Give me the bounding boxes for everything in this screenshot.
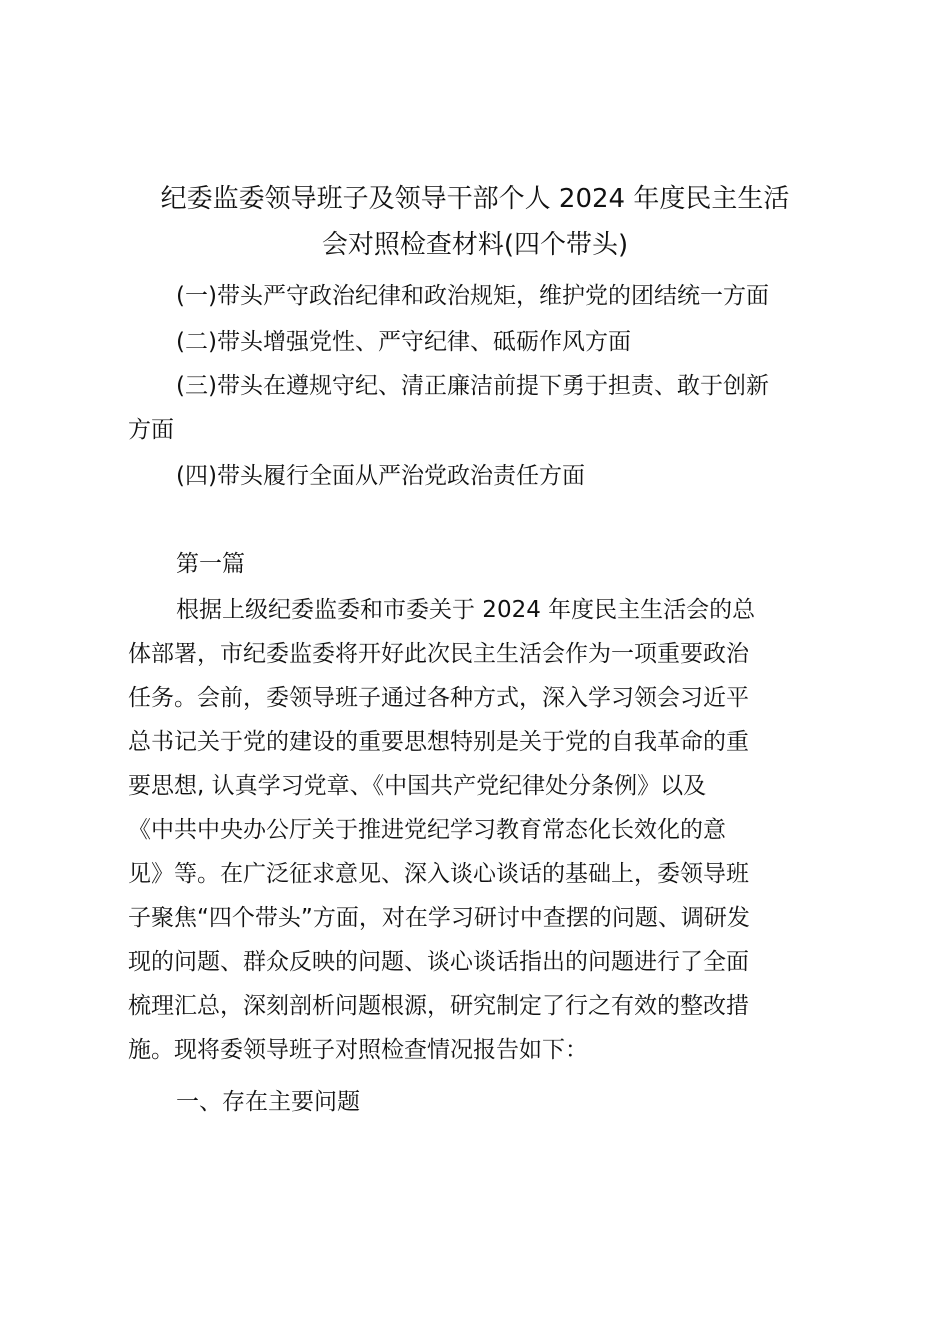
body-line-4: 总书记关于党的建设的重要思想特别是关于党的自我革命的重	[128, 729, 749, 755]
body-line-10: 梳理汇总，深刻剖析问题根源，研究制定了行之有效的整改措	[128, 993, 749, 1019]
outline-item-4: (四)带头履行全面从严治党政治责任方面	[176, 463, 585, 489]
document-title	[120, 176, 830, 268]
body-line-11: 施。现将委领导班子对照检查情况报告如下：	[128, 1037, 588, 1063]
outline-item-3-line-2: 方面	[128, 417, 174, 443]
body-paragraph	[128, 588, 823, 1072]
body-line-1: 根据上级纪委监委和市委关于 2024 年度民主生活会的总	[176, 597, 756, 623]
body-line-5: 要思想, 认真学习党章、《中国共产党纪律处分条例》以及	[128, 773, 707, 799]
section-label: 第一篇	[176, 551, 245, 577]
body-line-6: 《中共中央办公厅关于推进党纪学习教育常态化长效化的意	[128, 817, 726, 843]
body-line-9: 现的问题、群众反映的问题、谈心谈话指出的问题进行了全面	[128, 949, 749, 975]
title-line-2: 会对照检查材料(四个带头)	[321, 230, 629, 260]
body-line-8: 子聚焦“四个带头”方面，对在学习研讨中查摆的问题、调研发	[128, 905, 750, 931]
outline-item-2: (二)带头增强党性、严守纪律、砥砺作风方面	[176, 329, 631, 355]
body-line-7: 见》等。在广泛征求意见、深入谈心谈话的基础上，委领导班	[128, 861, 749, 887]
section-heading-1: 一、存在主要问题	[176, 1089, 360, 1115]
outline-item-1: (一)带头严守政治纪律和政治规矩，维护党的团结统一方面	[176, 283, 769, 309]
title-line-1: 纪委监委领导班子及领导干部个人 2024 年度民主生活	[160, 184, 790, 214]
body-line-2: 体部署，市纪委监委将开好此次民主生活会作为一项重要政治	[128, 641, 749, 667]
outline-item-3-line-1: (三)带头在遵规守纪、清正廉洁前提下勇于担责、敢于创新	[176, 373, 769, 399]
outline-item-3	[128, 364, 823, 452]
body-line-3: 任务。会前，委领导班子通过各种方式，深入学习领会习近平	[128, 685, 749, 711]
